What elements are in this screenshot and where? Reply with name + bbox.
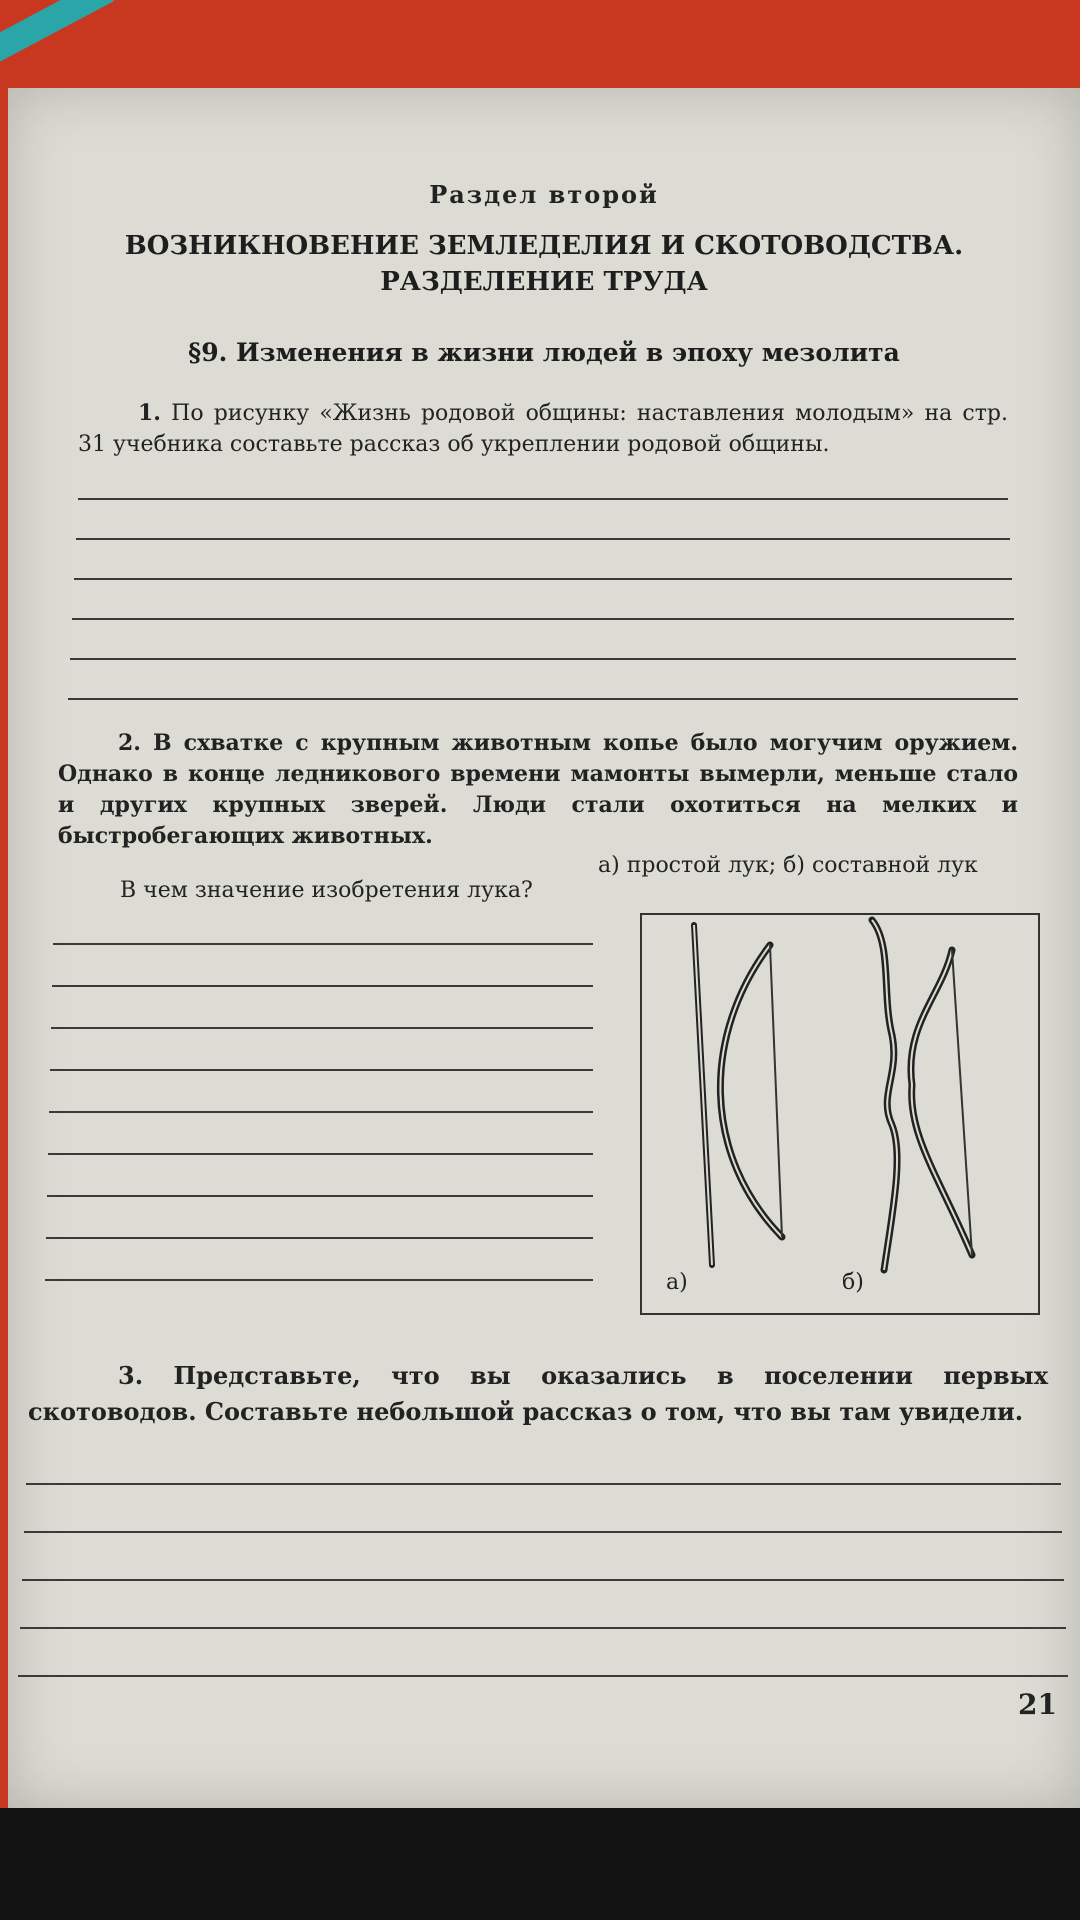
section-title-line1: ВОЗНИКНОВЕНИЕ ЗЕМЛЕДЕЛИЯ И СКОТОВОДСТВА. [124,231,964,261]
answer-line[interactable] [70,658,1016,660]
answer-line[interactable] [72,618,1014,620]
answer-line[interactable] [78,498,1008,500]
answer-line[interactable] [49,1111,593,1113]
bows-figure [640,913,1040,1315]
answer-line[interactable] [22,1579,1064,1581]
task-2-question: В чем значение изобретения лука? [120,878,533,903]
answer-line[interactable] [24,1531,1062,1533]
answer-line[interactable] [52,985,593,987]
answer-line[interactable] [68,698,1018,700]
composite-bow-stave [872,920,897,1270]
answer-line[interactable] [51,1027,593,1029]
section-title [8,228,1080,300]
task-3 [28,1358,1048,1430]
task-2-number: 2. [118,730,141,756]
figure-caption: а) простой лук; б) составной лук [598,853,978,878]
section-label: Раздел второй [429,180,659,209]
figure-label-b: б) [842,1270,864,1295]
task-2 [58,728,1018,852]
answer-line[interactable] [76,538,1010,540]
task-1 [78,398,1008,460]
page-number: 21 [1018,1688,1057,1721]
pen-decoration [0,0,117,70]
answer-line[interactable] [18,1675,1068,1677]
task-1-number: 1. [138,400,161,426]
task-2-text: В схватке с крупным животным копье было могучим оружием. Однако в конце ледникового времени мамонты вымерли, меньше стало и других крупных зверей. Люди стали охотиться на мелких и быстробегающих животных. [58,730,1018,849]
bows-illustration [642,915,1038,1313]
answer-line[interactable] [48,1153,593,1155]
answer-line[interactable] [50,1069,593,1071]
task-3-number: 3. [118,1361,144,1390]
section-title-line2: РАЗДЕЛЕНИЕ ТРУДА [380,267,708,297]
figure-label-a: а) [666,1270,688,1295]
answer-line[interactable] [47,1195,593,1197]
answer-line[interactable] [45,1279,593,1281]
answer-line[interactable] [74,578,1012,580]
workbook-page [8,88,1080,1808]
simple-bow-string [770,945,782,1237]
answer-line[interactable] [46,1237,593,1239]
task-3-text: Представьте, что вы оказались в поселении первых скотоводов. Составьте небольшой рассказ о том, что вы там увидели. [28,1361,1048,1426]
task-1-text: По рисунку «Жизнь родовой общины: наставления молодым» на стр. 31 учебника составьте рассказ об укреплении родовой общины. [78,401,1008,457]
table-surface [0,1808,1080,1920]
answer-line[interactable] [53,943,593,945]
answer-line[interactable] [20,1627,1066,1629]
paragraph-heading: §9. Изменения в жизни людей в эпоху мезолита [188,338,900,367]
answer-line[interactable] [26,1483,1061,1485]
